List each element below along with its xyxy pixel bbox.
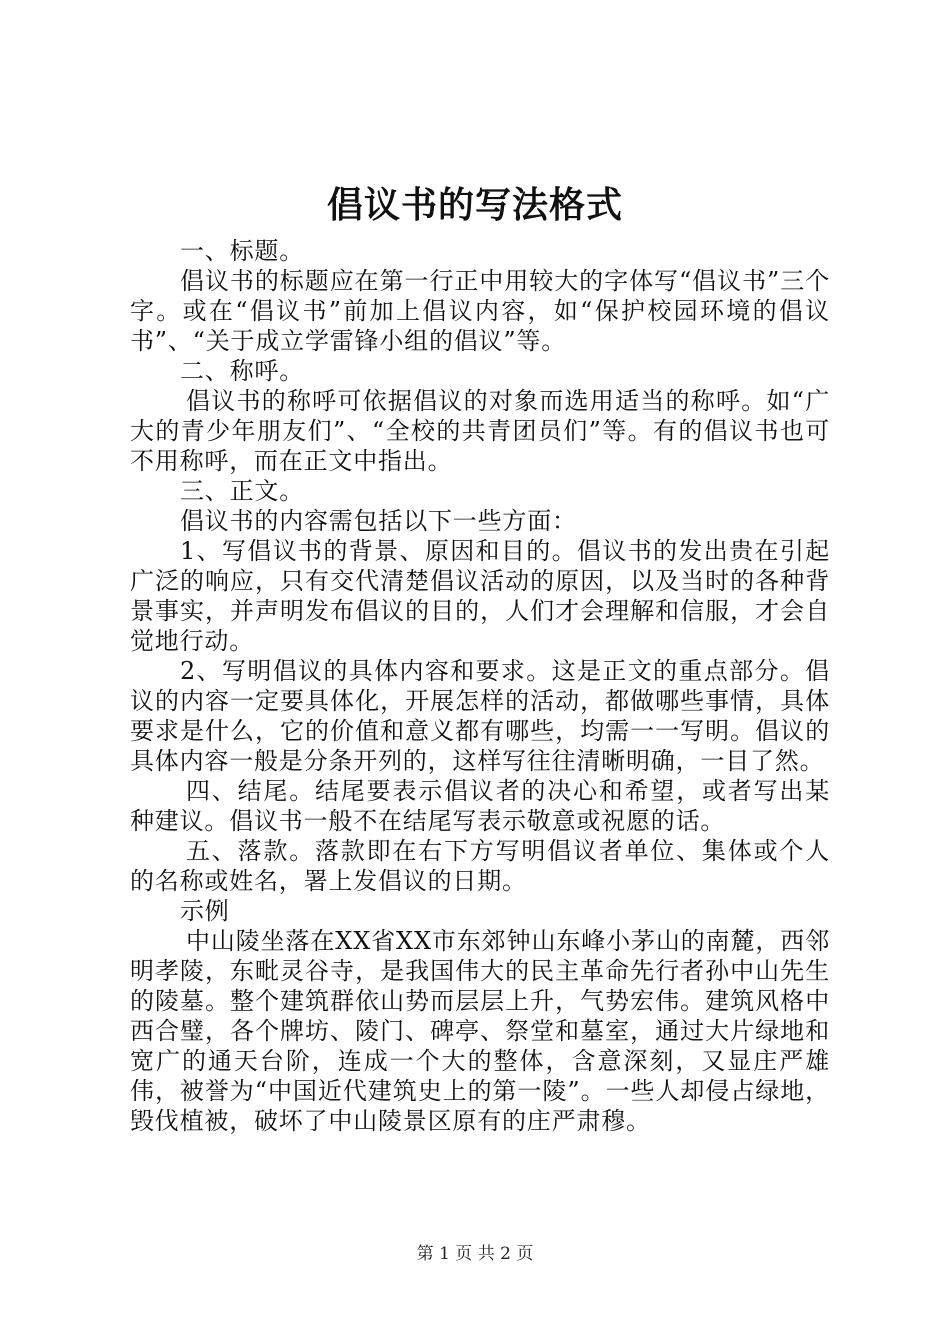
paragraph-signature: 五、落款。落款即在右下方写明倡议者单位、集体或个人的名称或姓名，署上发倡议的日期。 (130, 837, 830, 895)
section-heading-body: 三、正文。 (180, 477, 304, 505)
paragraph-closing: 四、结尾。结尾要表示倡议者的决心和希望，或者写出某种建议。倡议书一般不在结尾写表示敬意或祝愿的话。 (130, 777, 830, 835)
section-heading-example: 示例 (180, 897, 230, 925)
document-title: 倡议书的写法格式 (326, 185, 623, 226)
paragraph-example: 中山陵坐落在XX省XX市东郊钟山东峰小茅山的南麓，西邻明孝陵，东毗灵谷寺，是我国伟大的民主革命先行者孙中山先生的陵墓。整个建筑群依山势而层层上升，气势宏伟。建筑风格中西合璧，各个牌坊、陵门、碑亭、祭堂和墓室，通过大片绿地和宽广的通天台阶，连成一个大的整体，含意深刻，又显庄严雄伟，被誉为“中国近代建筑史上的第一陵”。一些人却侵占绿地，毁伐植被，破坏了中山陵景区原有的庄严肃穆。 (130, 927, 830, 1135)
page-number-footer: 第 1 页 共 2 页 (416, 1244, 534, 1264)
paragraph-body-point-2: 2、写明倡议的具体内容和要求。这是正文的重点部分。倡议的内容一定要具体化，开展怎样的活动，都做哪些事情，具体要求是什么，它的价值和意义都有哪些，均需一一写明。倡议的具体内容一般是分条开列的，这样写往往清晰明确，一目了然。 (130, 657, 830, 775)
paragraph-salutation-description: 倡议书的称呼可依据倡议的对象而选用适当的称呼。如“广大的青少年朋友们”、“全校的共青团员们”等。有的倡议书也可不用称呼，而在正文中指出。 (130, 387, 830, 475)
document-body (130, 236, 830, 1136)
section-heading-salutation: 二、称呼。 (180, 357, 304, 385)
section-heading-title: 一、标题。 (180, 237, 304, 265)
paragraph-body-intro: 倡议书的内容需包括以下一些方面： (180, 507, 577, 535)
paragraph-title-description: 倡议书的标题应在第一行正中用较大的字体写“倡议书”三个字。或在“倡议书”前加上倡议内容，如“保护校园环境的倡议书”、“关于成立学雷锋小组的倡议”等。 (130, 267, 830, 355)
paragraph-body-point-1: 1、写倡议书的背景、原因和目的。倡议书的发出贵在引起广泛的响应，只有交代清楚倡议活动的原因，以及当时的各种背景事实，并声明发布倡议的目的，人们才会理解和信服，才会自觉地行动。 (130, 537, 830, 655)
